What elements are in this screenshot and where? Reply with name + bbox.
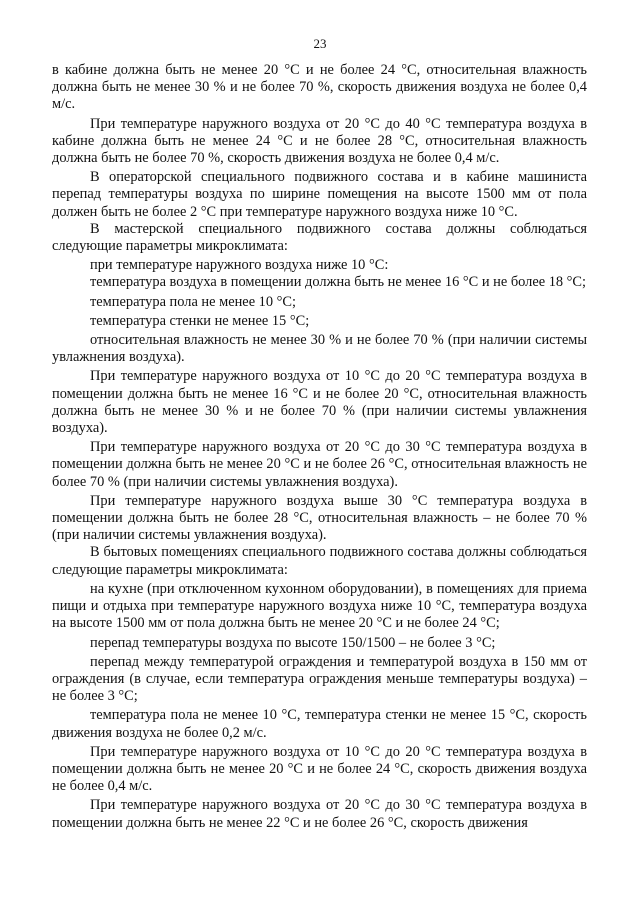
- list-item: при температуре наружного воздуха ниже 10 °С:: [90, 257, 389, 274]
- list-item: относительная влажность не менее 30 % и не более 70 % (при наличии системы увлажнения воздуха).: [52, 332, 587, 366]
- paragraph: При температуре наружного воздуха от 20 °С до 40 °С температура воздуха в кабине должна быть не менее 24 °С и не более 28 °С, относительная влажность должна быть не более 70 %, скорость движения воздуха не более 0,4 м/с.: [52, 115, 587, 167]
- body-text: [52, 62, 587, 832]
- paragraph: В операторской специального подвижного состава и в кабине машиниста перепад температуры воздуха по ширине помещения на высоте 1500 мм от пола должен быть не более 2 °С при температуре наружного воздуха ниже 10 °С.: [52, 169, 587, 220]
- list-item: температура пола не менее 10 °С, температура стенки не менее 15 °С, скорость движения воздуха не более 0,2 м/с.: [52, 707, 587, 741]
- list-item: температура воздуха в помещении должна быть не менее 16 °С и не более 18 °С;: [90, 274, 587, 291]
- list-item: температура стенки не менее 15 °С;: [90, 312, 310, 329]
- paragraph: При температуре наружного воздуха от 20 °С до 30 °С температура воздуха в помещении должна быть не менее 22 °С и не более 26 °С, скорость движения: [52, 797, 587, 831]
- paragraph: В мастерской специального подвижного состава должны соблюдаться следующие параметры микроклимата:: [52, 220, 587, 255]
- paragraph: При температуре наружного воздуха выше 30 °С температура воздуха в помещении должна быть не более 28 °С, относительная влажность – не более 70 % (при наличии системы увлажнения воздуха).: [52, 492, 587, 544]
- paragraph: При температуре наружного воздуха от 20 °С до 30 °С температура воздуха в помещении должна быть не менее 20 °С и не более 26 °С, относительная влажность не более 70 % (при наличии системы увлажнения воздуха).: [52, 439, 587, 490]
- paragraph: В бытовых помещениях специального подвижного состава должны соблюдаться следующие параметры микроклимата:: [52, 544, 587, 578]
- list-item: перепад между температурой ограждения и температурой воздуха в 150 мм от ограждения (в случае, если температура ограждения меньше температуры воздуха) – не более 3 °С;: [52, 653, 587, 705]
- paragraph: При температуре наружного воздуха от 10 °С до 20 °С температура воздуха в помещении должна быть не менее 16 °С и не более 20 °С, относительная влажность должна быть не менее 30 % и не более 70 % (при наличии системы увлажнения воздуха).: [52, 368, 587, 437]
- list-item: температура пола не менее 10 °С;: [90, 293, 297, 310]
- paragraph: в кабине должна быть не менее 20 °С и не более 24 °С, относительная влажность должна быть не менее 30 % и не более 70 %, скорость движения воздуха не более 0,4 м/с.: [52, 62, 587, 113]
- paragraph: При температуре наружного воздуха от 10 °С до 20 °С температура воздуха в помещении должна быть не менее 20 °С и не более 24 °С, скорость движения воздуха не более 0,4 м/с.: [52, 743, 587, 795]
- page-number: 23: [313, 36, 327, 51]
- list-item: на кухне (при отключенном кухонном оборудовании), в помещениях для приема пищи и отдыха при температуре наружного воздуха ниже 10 °С, температура воздуха на высоте 1500 мм от пола должна быть не менее 20 °С и не более 24 °С;: [52, 580, 587, 632]
- list-item: перепад температуры воздуха по высоте 150/1500 – не более 3 °С;: [90, 634, 496, 651]
